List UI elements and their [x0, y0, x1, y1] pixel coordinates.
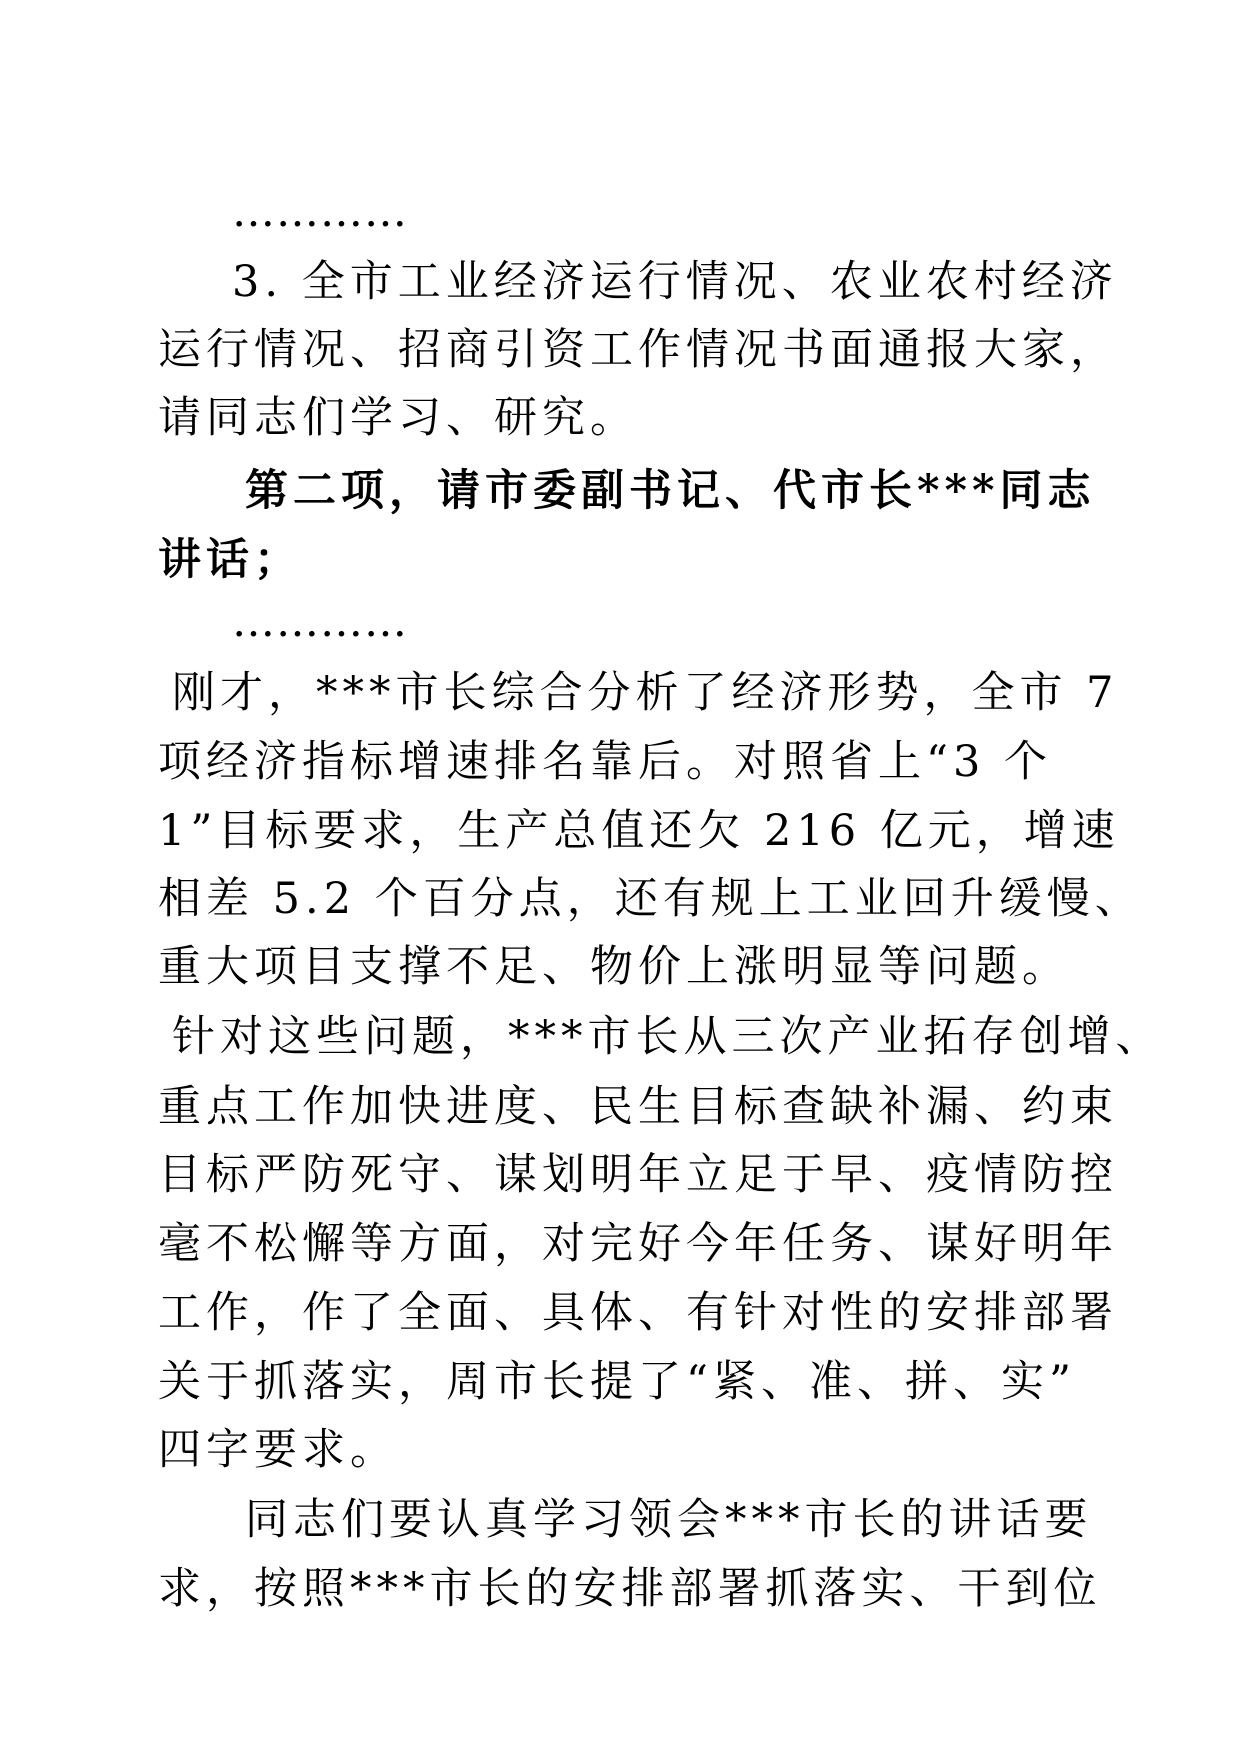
paragraph-closing-line-1: 同志们要认真学习领会***市长的讲话要: [245, 1495, 1093, 1545]
paragraph-closing-line-2: 求，按照***市长的安排部署抓落实、干到位: [158, 1564, 1102, 1614]
paragraph-item-3-line-2: 运行情况、招商引资工作情况书面通报大家，: [158, 325, 1118, 375]
section-heading-line-1: 第二项，请市委副书记、代市长***同志: [245, 466, 1096, 516]
paragraph-measures-line-4: 毫不松懈等方面，对完好今年任务、谋好明年: [158, 1219, 1118, 1269]
paragraph-summary-line-4: 相差 5.2 个百分点，还有规上工业回升缓慢、: [158, 874, 1143, 924]
paragraph-item-3-line-1: 3. 全市工业经济运行情况、农业农村经济: [232, 257, 1118, 307]
paragraph-item-3-line-3: 请同志们学习、研究。: [158, 393, 638, 443]
paragraph-measures-line-1: 针对这些问题，***市长从三次产业拓存创增、: [172, 1012, 1164, 1062]
paragraph-summary-line-3: 1”目标要求，生产总值还欠 216 亿元，增速: [158, 806, 1120, 856]
paragraph-measures-line-3: 目标严防死守、谋划明年立足于早、疫情防控: [158, 1150, 1118, 1200]
paragraph-measures-line-5: 工作，作了全面、具体、有针对性的安排部署: [158, 1288, 1118, 1338]
paragraph-measures-line-6: 关于抓落实，周市长提了“紧、准、拼、实”: [158, 1357, 1076, 1407]
paragraph-summary-line-1: 刚才，***市长综合分析了经济形势，全市 7: [172, 668, 1119, 718]
paragraph-measures-line-7: 四字要求。: [158, 1425, 398, 1475]
ellipsis-2: …………: [232, 597, 408, 647]
paragraph-summary-line-5: 重大项目支撑不足、物价上涨明显等问题。: [158, 942, 1070, 992]
paragraph-summary-line-2: 项经济指标增速排名靠后。对照省上“3 个: [158, 737, 1053, 787]
section-heading-line-2: 讲话；: [158, 535, 302, 585]
ellipsis-1: …………: [232, 187, 408, 237]
paragraph-measures-line-2: 重点工作加快进度、民生目标查缺补漏、约束: [158, 1082, 1118, 1132]
